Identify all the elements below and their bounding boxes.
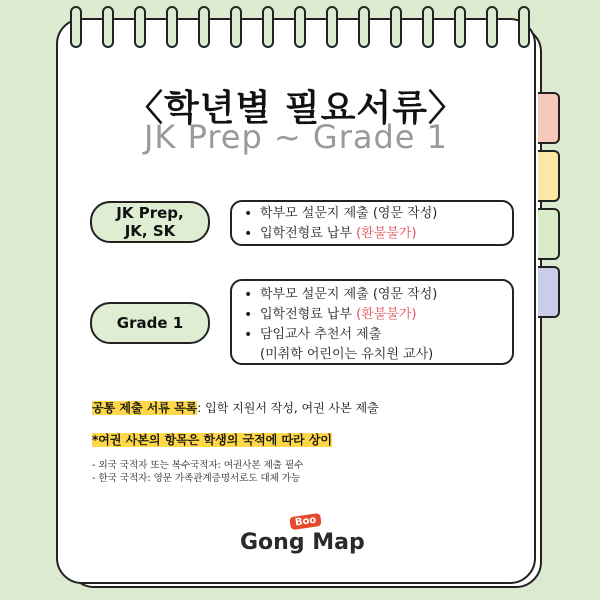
binder-ring [294,6,306,48]
tab-yellow [538,150,560,202]
list-item: • 입학전형료 납부 (환불불가) [242,224,502,244]
binder-ring [166,6,178,48]
common-docs-note [92,399,379,416]
list-item: • 입학전형료 납부 (환불불가) [242,305,502,325]
binder-ring [102,6,114,48]
binder-ring [326,6,338,48]
grade-label-grade1: Grade 1 [90,302,210,344]
binder-ring [454,6,466,48]
list-item: • 담임교사 추천서 제출 [242,325,502,345]
requirements-box-jk [230,200,514,246]
tab-red [538,92,560,144]
binder-ring [486,6,498,48]
binder-ring [70,6,82,48]
list-item: • 학부모 설문지 제출 (영문 작성) [242,285,502,305]
page-title: 〈학년별 필요서류〉 [127,88,465,129]
tab-green [538,208,560,260]
detail-line-foreign: - 외국 국적자 또는 복수국적자: 여권사본 제출 필수 [92,460,304,471]
binder-ring [262,6,274,48]
binder-ring [422,6,434,48]
tab-blue [538,266,560,318]
binder-ring [198,6,210,48]
grade-label-jk: JK Prep, JK, SK [90,201,210,243]
binder-ring [134,6,146,48]
common-docs-text: : 입학 지원서 작성, 여권 사본 제출 [197,401,379,415]
logo: Gong Map [240,530,365,555]
binder-ring [390,6,402,48]
binder-ring [518,6,530,48]
common-docs-label: 공통 제출 서류 목록 [92,401,198,415]
passport-note: *여권 사본의 항목은 학생의 국적에 따라 상이 [92,433,332,447]
binder-ring [230,6,242,48]
list-item: (미취학 어린이는 유치원 교사) [260,347,434,362]
logo-badge: Boo [289,513,322,530]
page-subtitle: JK Prep ~ Grade 1 [143,118,449,156]
detail-line-korean: - 한국 국적자: 영문 가족관계증명서로도 대체 가능 [92,473,301,484]
requirements-box-grade1 [230,279,514,365]
binder-ring [358,6,370,48]
list-item: • 학부모 설문지 제출 (영문 작성) [242,204,502,224]
